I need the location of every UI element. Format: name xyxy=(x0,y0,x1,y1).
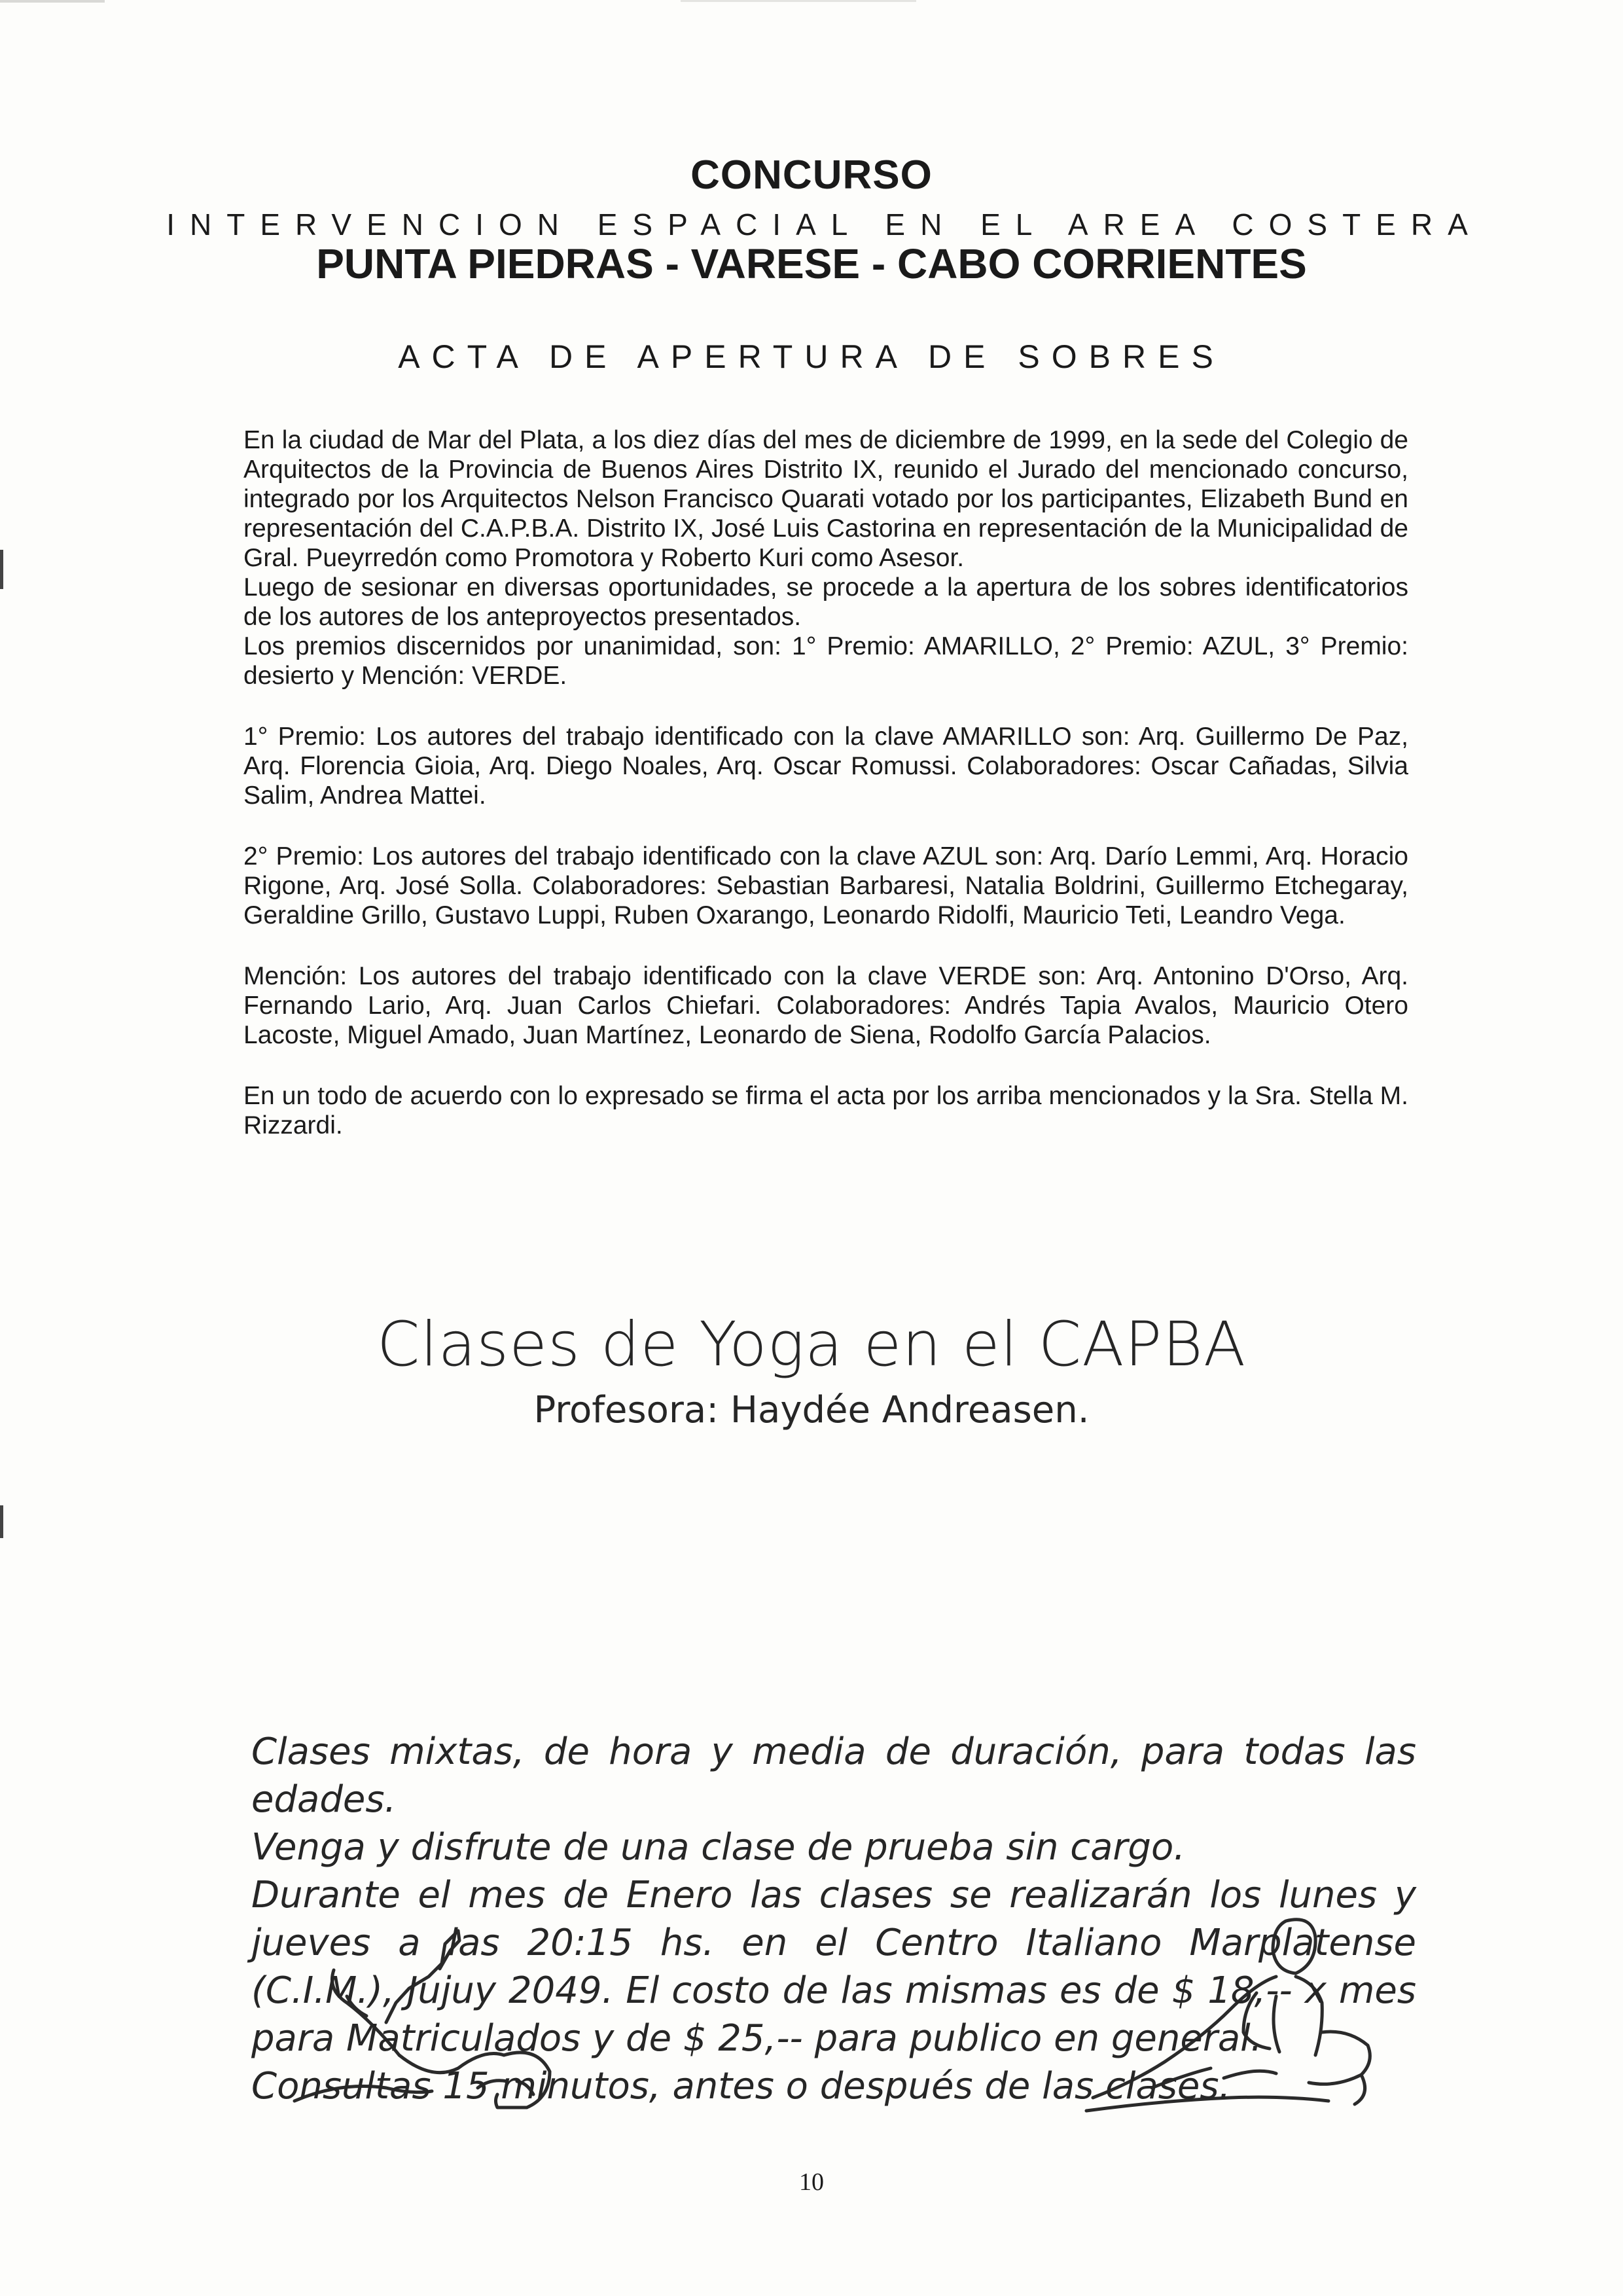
mention: Mención: Los autores del trabajo identificado con la clave VERDE son: Arq. Antonino D'Orso, Arq. Fernando Lario, Arq. Juan Carlos Chiefari. Colaboradores: Andrés Tapia Avalos, Mauricio Otero Lacoste, Miguel Amado, Juan Martínez, Leonardo de Siena, Rodolfo García Palacios. xyxy=(243,962,1408,1049)
yoga-line: Venga y disfrute de una clase de prueba sin cargo. xyxy=(251,1826,1186,1869)
acta-sesion: Luego de sesionar en diversas oportunidades, se procede a la apertura de los sobres identificatorios de los autores de los anteproyectos presentados. xyxy=(243,573,1408,631)
document-title: ACTA DE APERTURA DE SOBRES xyxy=(398,338,1225,375)
contest-title: CONCURSO xyxy=(690,152,933,198)
acta-body xyxy=(243,425,1408,1140)
scan-edge xyxy=(0,0,105,3)
second-prize: 2° Premio: Los autores del trabajo identificado con la clave AZUL son: Arq. Darío Lemmi, Arq. Horacio Rigone, Arq. José Solla. Colaboradores: Sebastian Barbaresi, Natalia Boldrini, Guillermo Etchegaray, Geraldine Grillo, Gustavo Luppi, Ruben Oxarango, Leonardo Ridolfi, Mauricio Teti, Leandro Vega. xyxy=(243,842,1408,929)
page-number: 10 xyxy=(799,2168,824,2196)
contest-location: PUNTA PIEDRAS - VARESE - CABO CORRIENTES xyxy=(316,240,1307,287)
yoga-description xyxy=(251,1728,1416,2110)
scan-edge xyxy=(681,0,916,2)
first-prize: 1° Premio: Los autores del trabajo identificado con la clave AMARILLO son: Arq. Guillermo De Paz, Arq. Florencia Gioia, Arq. Diego Noales, Arq. Oscar Romussi. Colaboradores: Oscar Cañadas, Silvia Salim, Andrea Mattei. xyxy=(243,723,1408,810)
scan-margin-mark xyxy=(0,1505,3,1538)
scan-margin-mark xyxy=(0,550,3,589)
yoga-line: Clases mixtas, de hora y media de duración, para todas las edades. xyxy=(251,1731,1416,1821)
acta-premios: Los premios discernidos por unanimidad, son: 1° Premio: AMARILLO, 2° Premio: AZUL, 3° Premio: desierto y Mención: VERDE. xyxy=(243,632,1408,690)
acta-closing: En un todo de acuerdo con lo expresado se firma el acta por los arriba mencionados y la Sra. Stella M. Rizzardi. xyxy=(243,1082,1408,1139)
yoga-line: Durante el mes de Enero las clases se realizarán los lunes y jueves a las 20:15 hs. en el Centro Italiano Marplatense (C.I.M.), Jujuy 2049. El costo de las mismas es de $ 18,-- x mes para Matriculados y de $ 25,-- para publico en general. xyxy=(251,1874,1416,2060)
yoga-title: Clases de Yoga en el CAPBA xyxy=(376,1309,1247,1380)
contest-subtitle: INTERVENCION ESPACIAL EN EL AREA COSTERA xyxy=(166,207,1483,242)
yoga-teacher: Profesora: Haydée Andreasen. xyxy=(533,1389,1090,1431)
acta-intro: En la ciudad de Mar del Plata, a los diez días del mes de diciembre de 1999, en la sede del Colegio de Arquitectos de la Provincia de Buenos Aires Distrito IX, reunido el Jurado del mencionado concurso, integrado por los Arquitectos Nelson Francisco Quarati votado por los participantes, Elizabeth Bund en representación del C.A.P.B.A. Distrito IX, José Luis Castorina en representación de la Municipalidad de Gral. Pueyrredón como Promotora y Roberto Kuri como Asesor. xyxy=(243,426,1408,572)
yoga-line: Consultas 15 minutos, antes o después de las clases. xyxy=(251,2065,1231,2108)
